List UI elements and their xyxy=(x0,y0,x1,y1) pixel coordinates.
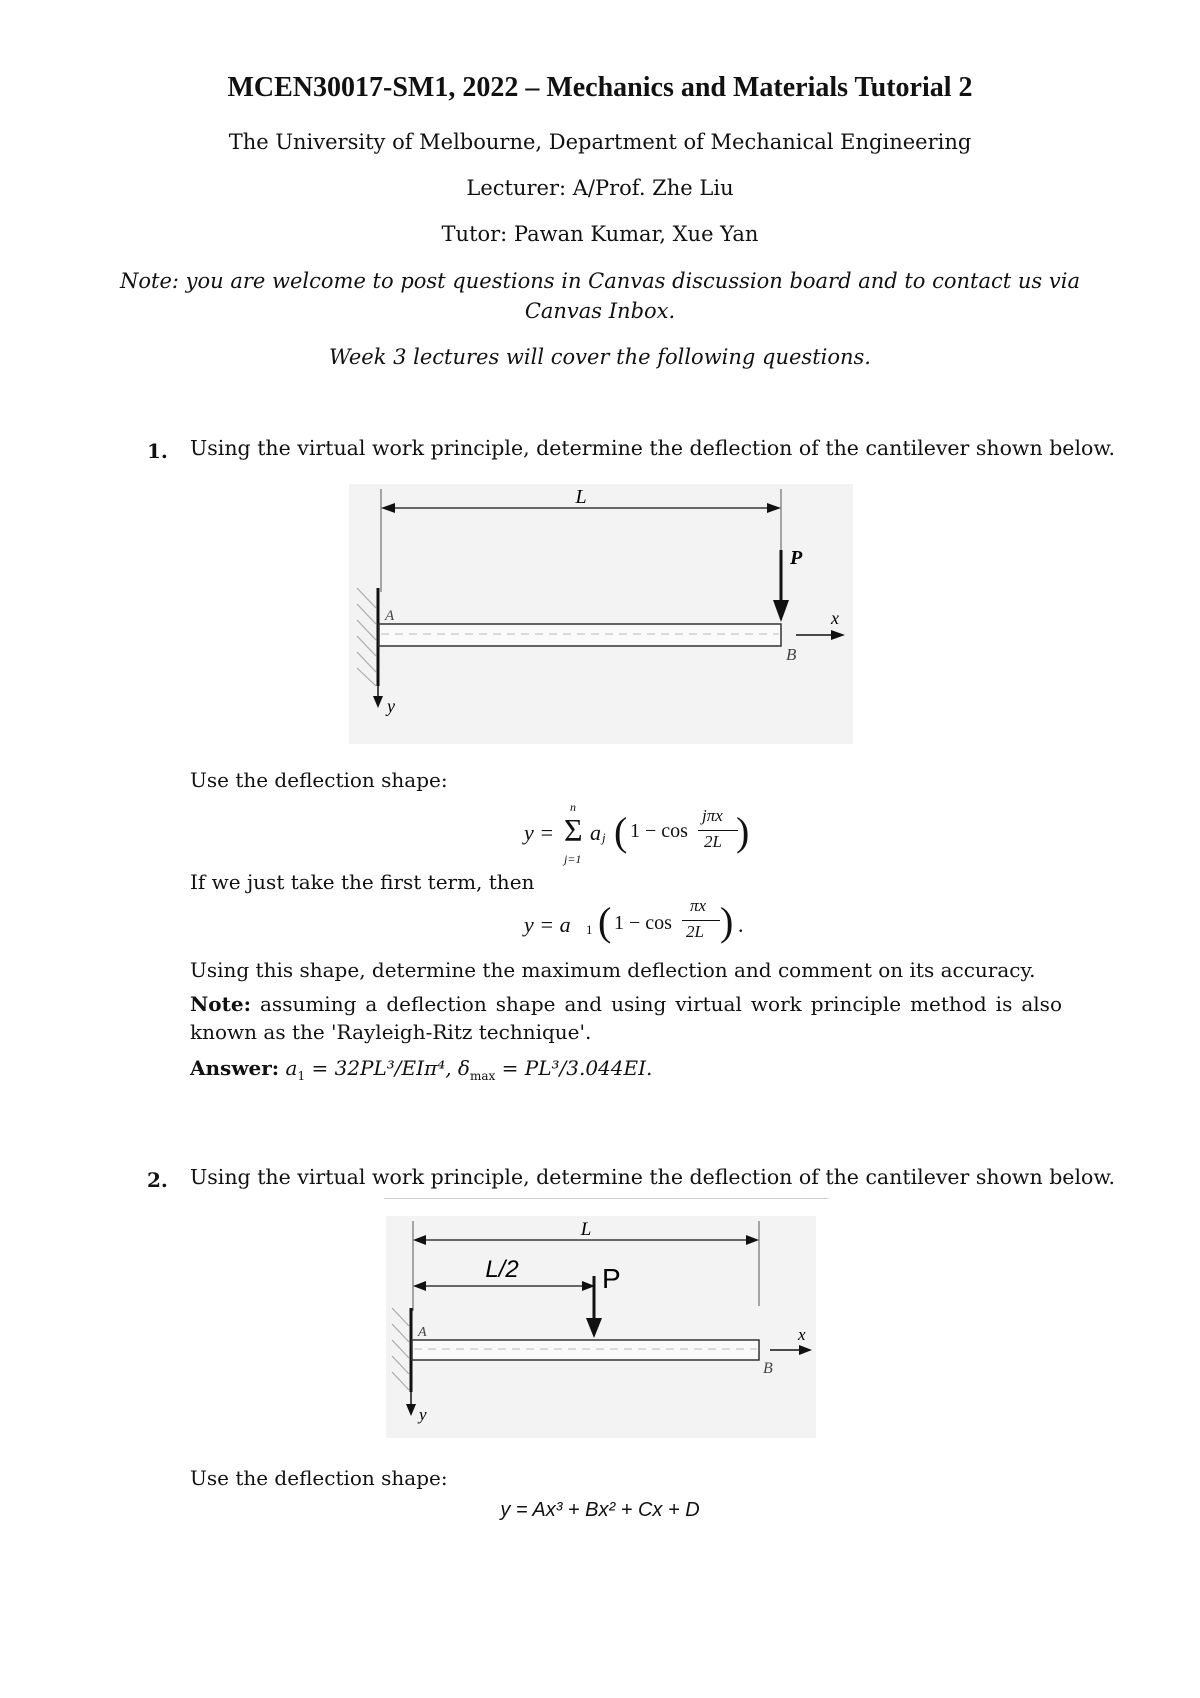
q1-dim-arrow-left xyxy=(381,503,395,513)
q1-y-arrow xyxy=(373,696,383,708)
q1-equation-2 xyxy=(524,896,744,952)
eq2-lhs: y = a xyxy=(524,912,571,937)
eq1-numerator: jπx xyxy=(702,806,723,825)
q1-answer-delta: δ xyxy=(457,1056,470,1080)
q1-answer-eq: = 32PL³/EIπ⁴, xyxy=(311,1056,452,1080)
eq1-sum-bottom: j=1 xyxy=(564,852,582,866)
q2-load-arrow xyxy=(586,1318,602,1338)
q1-note-text-1: assuming a deflection shape and using virtual work principle method is also xyxy=(260,992,1062,1016)
q1-text: Using the virtual work principle, determine the deflection of the cantilever shown below. xyxy=(190,436,1115,460)
q1-wall-hatch xyxy=(357,588,376,686)
eq2-period: . xyxy=(738,912,744,937)
q2-x-arrow xyxy=(799,1345,812,1355)
eq1-lhs: y = xyxy=(524,820,555,845)
q2-dim-arrow-left xyxy=(413,1235,426,1245)
q1-equation-1 xyxy=(524,800,750,868)
q1-note-line-1 xyxy=(190,990,1062,1018)
q2-label-x: x xyxy=(798,1325,806,1344)
q1-answer-label: Answer: xyxy=(190,1056,280,1080)
q1-label-P: P xyxy=(790,547,803,569)
q1-answer-eq2: = PL³/3.044EI. xyxy=(501,1056,653,1080)
q2-half-arrow-left xyxy=(413,1281,426,1291)
q1-answer-delta-sub: max xyxy=(469,1069,496,1083)
q2-label-A: A xyxy=(418,1325,427,1340)
q1-load-arrow xyxy=(773,600,789,622)
eq1-sum-top: n xyxy=(570,800,576,814)
q2-label-L2: L/2 xyxy=(485,1256,519,1283)
eq2-cos: 1 − cos xyxy=(614,912,672,934)
q2-label-B: B xyxy=(763,1360,773,1377)
eq1-open-paren: ( xyxy=(614,809,628,854)
q2-equation: y = Ax³ + Bx² + Cx + D xyxy=(500,1499,700,1521)
page-title: MCEN30017-SM1, 2022 – Mechanics and Materials Tutorial 2 xyxy=(227,72,973,103)
q1-using-shape: Using this shape, determine the maximum deflection and comment on its accuracy. xyxy=(190,958,1036,982)
eq1-sum-symbol: Σ xyxy=(564,812,583,848)
eq1-denominator: 2L xyxy=(704,832,722,851)
q1-answer-a: a xyxy=(285,1056,298,1080)
week-note: Week 3 lectures will cover the following questions. xyxy=(328,345,871,369)
eq2-fraction-bar xyxy=(682,920,720,921)
eq1-coef: a xyxy=(590,820,601,845)
eq1-close-paren: ) xyxy=(736,809,750,854)
eq1-fraction-bar xyxy=(698,830,738,831)
q1-label-B: B xyxy=(786,645,797,664)
q2-number: 2. xyxy=(147,1168,168,1192)
eq1-coef-sub: j xyxy=(602,830,606,845)
eq1-cos: 1 − cos xyxy=(630,820,688,842)
q1-first-term: If we just take the first term, then xyxy=(190,870,535,894)
q1-x-arrow xyxy=(831,630,845,640)
q1-number: 1. xyxy=(147,439,168,463)
eq2-lhs-sub: 1 xyxy=(586,922,593,937)
q1-label-y: y xyxy=(387,696,395,716)
note-line-1: Note: you are welcome to post questions in Canvas discussion board and to contact us via xyxy=(120,269,1080,293)
q2-y-arrow xyxy=(406,1404,416,1416)
q2-use-shape: Use the deflection shape: xyxy=(190,1466,448,1490)
q2-text: Using the virtual work principle, determine the deflection of the cantilever shown below. xyxy=(190,1165,1115,1189)
q2-beam xyxy=(412,1340,759,1360)
lecturer-line: Lecturer: A/Prof. Zhe Liu xyxy=(466,176,734,200)
note-line-2: Canvas Inbox. xyxy=(524,299,676,323)
q1-note-line-2: known as the 'Rayleigh-Ritz technique'. xyxy=(190,1020,592,1044)
q2-dim-arrow-right xyxy=(746,1235,759,1245)
eq2-open-paren: ( xyxy=(598,899,612,944)
eq2-numerator: πx xyxy=(690,896,707,915)
q1-answer xyxy=(190,1054,1062,1090)
q2-wall-hatch xyxy=(392,1308,409,1390)
q1-answer-a-sub: 1 xyxy=(297,1069,306,1083)
eq2-close-paren: ) xyxy=(720,899,734,944)
q2-label-P: P xyxy=(602,1263,621,1294)
q1-beam xyxy=(379,624,781,646)
q1-label-A: A xyxy=(385,608,395,624)
q1-cantilever-figure xyxy=(349,484,853,744)
eq2-denominator: 2L xyxy=(686,922,704,941)
tutor-line: Tutor: Pawan Kumar, Xue Yan xyxy=(441,222,759,246)
q2-label-L: L xyxy=(580,1219,592,1240)
q1-use-shape: Use the deflection shape: xyxy=(190,768,448,792)
q2-label-y: y xyxy=(419,1405,427,1424)
q1-label-L: L xyxy=(575,486,587,508)
q1-dim-arrow-right xyxy=(767,503,781,513)
q2-divider xyxy=(384,1198,828,1199)
q2-cantilever-figure xyxy=(386,1216,816,1438)
university-line: The University of Melbourne, Department of Mechanical Engineering xyxy=(228,130,972,154)
q1-label-x: x xyxy=(831,608,839,628)
q1-note-label: Note: xyxy=(190,992,251,1016)
